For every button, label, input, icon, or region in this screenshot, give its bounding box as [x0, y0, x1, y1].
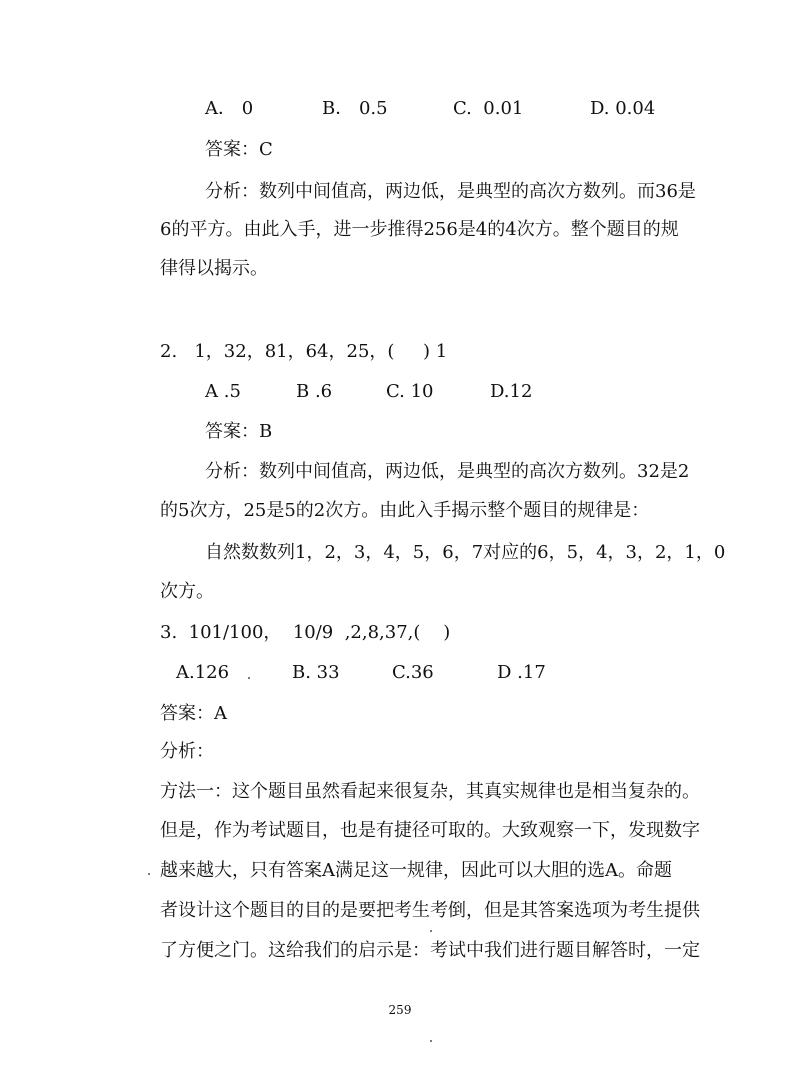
q1-analysis-line: 律得以揭示。 [160, 258, 268, 279]
scan-speck [148, 873, 150, 875]
q3-method-line: 越来越大，只有答案A满足这一规律，因此可以大胆的选A。命题 [160, 860, 672, 881]
q1-option-b: B． 0.5 [322, 98, 388, 119]
q2-option-a: A .5 [205, 381, 241, 402]
q2-answer: 答案：B [205, 421, 273, 442]
q1-analysis-line: 分析：数列中间值高，两边低，是典型的高次方数列。而36是 [205, 181, 696, 202]
q2-option-b: B .6 [296, 381, 333, 402]
q2-analysis-line: 的5次方，25是5的2次方。由此入手揭示整个题目的规律是： [160, 500, 650, 521]
q3-analysis-label: 分析： [160, 741, 214, 762]
q3-answer: 答案：A [160, 703, 227, 724]
q1-answer: 答案：C [205, 139, 273, 160]
q2-analysis-line: 分析：数列中间值高，两边低，是典型的高次方数列。32是2 [205, 461, 690, 482]
q1-analysis-line: 6的平方。由此入手，进一步推得256是4的4次方。整个题目的规 [160, 219, 679, 240]
scan-speck [430, 930, 432, 932]
q1-option-c: C. 0.01 [453, 98, 524, 119]
q2-option-d: D.12 [490, 381, 533, 402]
scan-speck [248, 677, 250, 679]
q3-option-c: C.36 [392, 662, 434, 683]
q2-question: 2. 1，32，81，64，25，( ) 1 [160, 341, 448, 362]
q2-option-c: C. 10 [386, 381, 434, 402]
q2-analysis-line: 次方。 [160, 581, 214, 602]
q3-option-d: D .17 [497, 662, 546, 683]
scan-speck [430, 1040, 432, 1042]
page-number: 259 [388, 1003, 412, 1017]
q3-method-line: 者设计这个题目的目的是要把考生考倒，但是其答案选项为考生提供 [160, 900, 700, 921]
q3-question: 3. 101/100， 10/9 ,2,8,37,( ) [160, 622, 451, 643]
q2-analysis-line: 自然数数列1，2，3，4，5，6，7对应的6，5，4，3，2，1，0 [205, 542, 726, 563]
q1-option-d: D. 0.04 [590, 98, 656, 119]
q3-option-b: B. 33 [292, 662, 340, 683]
q1-option-a: A． 0 [205, 98, 254, 119]
q3-method-line: 了方便之门。这给我们的启示是：考试中我们进行题目解答时，一定 [160, 940, 700, 961]
q3-option-a: A.126 [176, 662, 230, 683]
q3-method-line: 方法一：这个题目虽然看起来很复杂，其真实规律也是相当复杂的。 [160, 781, 700, 802]
q3-method-line: 但是，作为考试题目，也是有捷径可取的。大致观察一下，发现数字 [160, 820, 700, 841]
